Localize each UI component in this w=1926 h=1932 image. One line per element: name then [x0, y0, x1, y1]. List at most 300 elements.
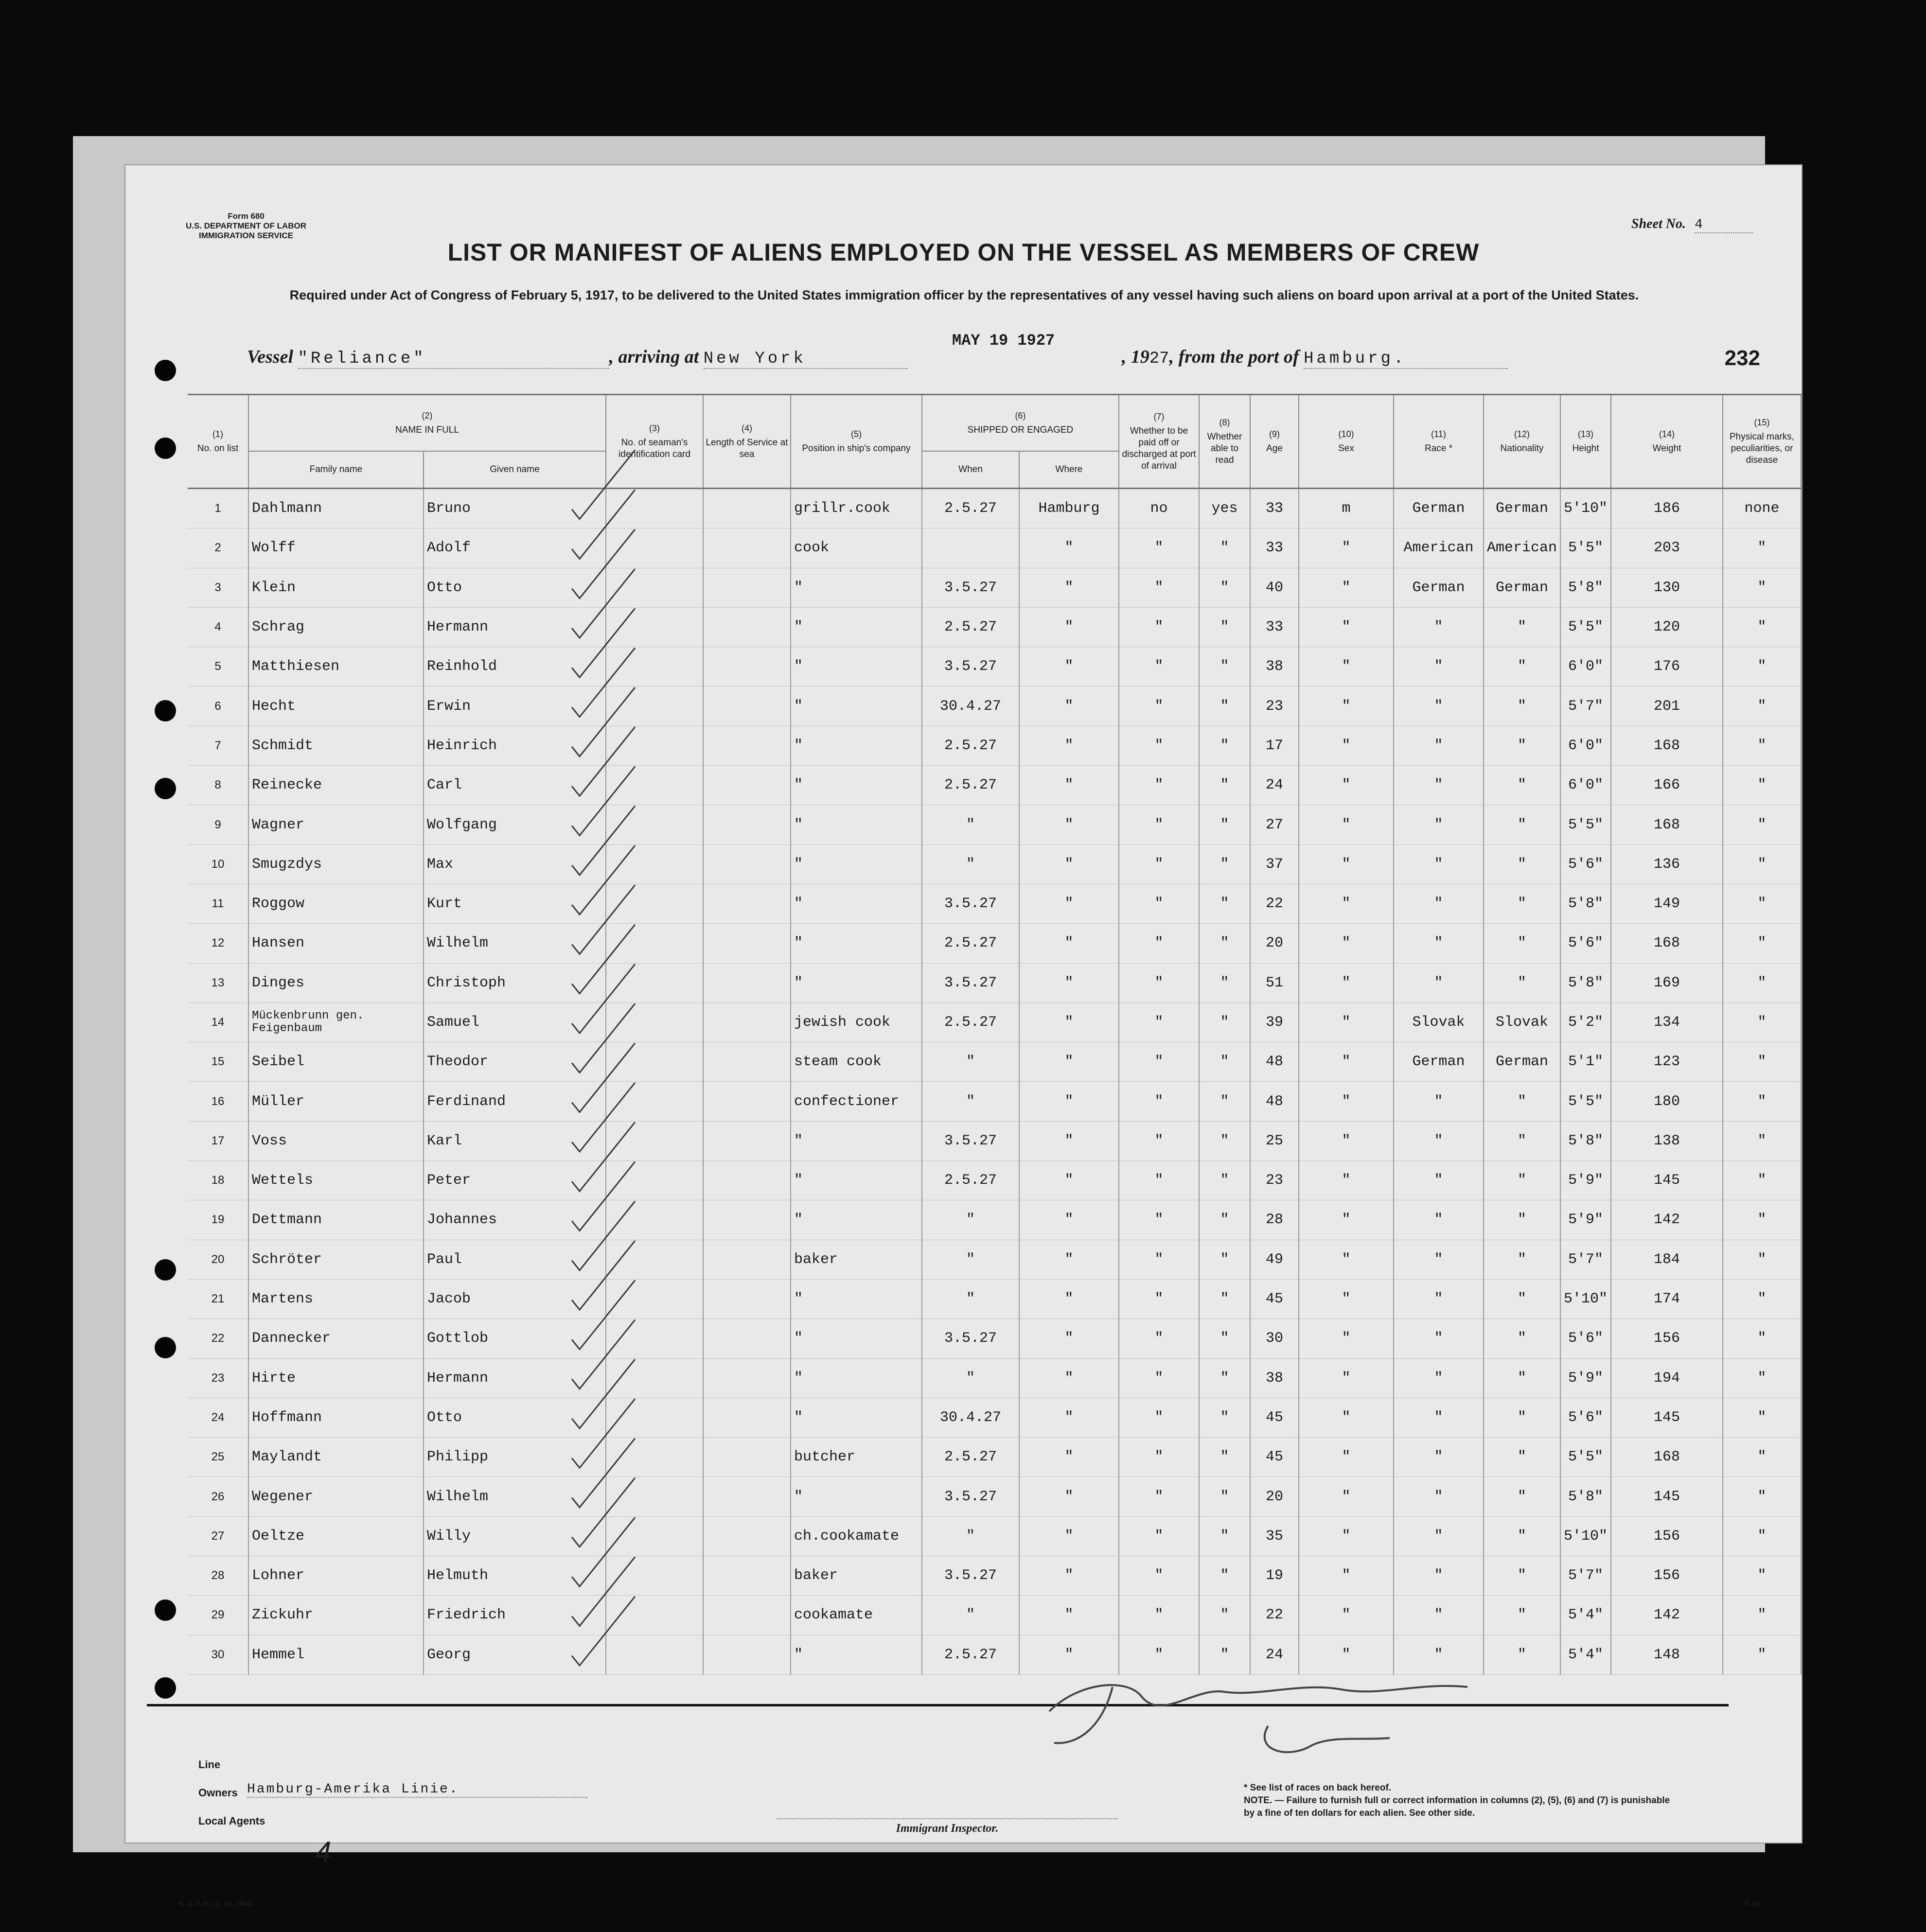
cell-marks: ": [1723, 568, 1801, 607]
cell-read: ": [1199, 1556, 1250, 1596]
cell-family: Voss: [248, 1121, 424, 1160]
col-header-marks: (15) Physical marks, peculiarities, or disease: [1723, 395, 1801, 489]
cell-read: ": [1199, 647, 1250, 686]
cell-no: 7: [188, 726, 248, 765]
cell-nationality: German: [1484, 489, 1560, 528]
cell-nationality: ": [1484, 1635, 1560, 1674]
cell-height: 5'10": [1560, 1279, 1611, 1318]
cell-race: ": [1394, 1477, 1484, 1516]
cell-height: 5'4": [1560, 1635, 1611, 1674]
cell-nationality: ": [1484, 924, 1560, 963]
cell-where: ": [1019, 686, 1119, 726]
cell-no: 17: [188, 1121, 248, 1160]
cell-race: ": [1394, 647, 1484, 686]
col-header-height: (13) Height: [1560, 395, 1611, 489]
cell-age: 38: [1250, 647, 1299, 686]
cell-read: ": [1199, 1002, 1250, 1042]
cell-read: ": [1199, 1477, 1250, 1516]
cell-service: [703, 528, 791, 568]
cell-marks: ": [1723, 1596, 1801, 1635]
cell-nationality: ": [1484, 1161, 1560, 1200]
cell-family: Dannecker: [248, 1319, 424, 1358]
cell-no: 9: [188, 805, 248, 844]
cell-family: Schröter: [248, 1240, 424, 1279]
cell-card: [606, 1398, 703, 1437]
cell-read: ": [1199, 1319, 1250, 1358]
cell-nationality: ": [1484, 805, 1560, 844]
cell-family: Schmidt: [248, 726, 424, 765]
cell-card: [606, 1121, 703, 1160]
cell-nationality: ": [1484, 1279, 1560, 1318]
service-name: IMMIGRATION SERVICE: [199, 231, 293, 240]
cell-paid: ": [1119, 726, 1199, 765]
cell-where: Hamburg: [1019, 489, 1119, 528]
cell-paid: ": [1119, 1240, 1199, 1279]
cell-card: [606, 1556, 703, 1596]
cell-where: ": [1019, 1516, 1119, 1556]
table-row: [188, 1516, 1801, 1556]
col-header-when: When: [922, 451, 1019, 489]
col-header-where: Where: [1019, 451, 1119, 489]
cell-where: ": [1019, 1596, 1119, 1635]
cell-family: Dettmann: [248, 1200, 424, 1240]
cell-card: [606, 686, 703, 726]
cell-weight: 145: [1611, 1477, 1723, 1516]
cell-given: Heinrich: [424, 726, 606, 765]
cell-age: 49: [1250, 1240, 1299, 1279]
cell-height: 5'7": [1560, 1556, 1611, 1596]
cell-family: Reinecke: [248, 766, 424, 805]
cell-weight: 136: [1611, 844, 1723, 884]
cell-read: ": [1199, 1398, 1250, 1437]
cell-when: ": [922, 1279, 1019, 1318]
cell-race: ": [1394, 1358, 1484, 1398]
table-row: [188, 686, 1801, 726]
inspector-label: Immigrant Inspector.: [777, 1818, 1117, 1835]
cell-position: ": [791, 844, 922, 884]
cell-read: ": [1199, 805, 1250, 844]
cell-where: ": [1019, 528, 1119, 568]
crew-table: [188, 394, 1802, 1675]
cell-height: 5'1": [1560, 1042, 1611, 1082]
cell-when: 3.5.27: [922, 568, 1019, 607]
cell-weight: 174: [1611, 1279, 1723, 1318]
cell-given: Kurt: [424, 884, 606, 923]
cell-position: ": [791, 1319, 922, 1358]
cell-when: ": [922, 844, 1019, 884]
cell-nationality: Slovak: [1484, 1002, 1560, 1042]
cell-service: [703, 924, 791, 963]
cell-race: ": [1394, 766, 1484, 805]
cell-nationality: ": [1484, 1358, 1560, 1398]
cell-family: Schrag: [248, 607, 424, 647]
cell-sex: m: [1299, 489, 1394, 528]
cell-no: 30: [188, 1635, 248, 1674]
cell-given: Helmuth: [424, 1556, 606, 1596]
cell-age: 37: [1250, 844, 1299, 884]
cell-race: ": [1394, 884, 1484, 923]
cell-card: [606, 1596, 703, 1635]
cell-age: 33: [1250, 528, 1299, 568]
cell-marks: ": [1723, 924, 1801, 963]
cell-race: ": [1394, 726, 1484, 765]
cell-nationality: ": [1484, 1596, 1560, 1635]
cell-position: ": [791, 607, 922, 647]
cell-no: 22: [188, 1319, 248, 1358]
cell-where: ": [1019, 963, 1119, 1002]
cell-read: ": [1199, 1121, 1250, 1160]
cell-position: ch.cookamate: [791, 1516, 922, 1556]
owners-value: Hamburg-Amerika Linie.: [247, 1782, 587, 1798]
cell-weight: 145: [1611, 1398, 1723, 1437]
cell-when: 2.5.27: [922, 1002, 1019, 1042]
cell-race: ": [1394, 1121, 1484, 1160]
cell-when: 3.5.27: [922, 647, 1019, 686]
cell-sex: ": [1299, 1358, 1394, 1398]
cell-given: Friedrich: [424, 1596, 606, 1635]
cell-service: [703, 1121, 791, 1160]
cell-height: 5'6": [1560, 924, 1611, 963]
manifest-page: [125, 165, 1802, 1908]
col-header-nationality: (12) Nationality: [1484, 395, 1560, 489]
table-row: [188, 1635, 1801, 1674]
cell-nationality: ": [1484, 686, 1560, 726]
table-row: [188, 1002, 1801, 1042]
cell-service: [703, 805, 791, 844]
cell-no: 14: [188, 1002, 248, 1042]
cell-given: Peter: [424, 1161, 606, 1200]
cell-weight: 138: [1611, 1121, 1723, 1160]
cell-race: ": [1394, 1438, 1484, 1477]
cell-nationality: American: [1484, 528, 1560, 568]
cell-card: [606, 924, 703, 963]
cell-race: ": [1394, 844, 1484, 884]
cell-marks: ": [1723, 1200, 1801, 1240]
cell-age: 28: [1250, 1200, 1299, 1240]
punch-hole: [155, 1259, 176, 1281]
note-races: * See list of races on back hereof.: [1244, 1783, 1392, 1793]
cell-where: ": [1019, 1556, 1119, 1596]
cell-marks: ": [1723, 766, 1801, 805]
cell-when: [922, 528, 1019, 568]
cell-card: [606, 1042, 703, 1082]
cell-position: cook: [791, 528, 922, 568]
cell-no: 8: [188, 766, 248, 805]
cell-service: [703, 1240, 791, 1279]
cell-sex: ": [1299, 568, 1394, 607]
cell-paid: ": [1119, 844, 1199, 884]
note-penalty: NOTE. — Failure to furnish full or correct information in columns (2), (5), (6) and (7) is punishable by a fine of ten dollars for each alien. See other side.: [1244, 1795, 1670, 1818]
cell-given: Karl: [424, 1121, 606, 1160]
cell-where: ": [1019, 1319, 1119, 1358]
cell-given: Wolfgang: [424, 805, 606, 844]
cell-paid: ": [1119, 1121, 1199, 1160]
cell-height: 5'6": [1560, 1398, 1611, 1437]
cell-height: 5'5": [1560, 805, 1611, 844]
cell-position: baker: [791, 1240, 922, 1279]
cell-nationality: ": [1484, 844, 1560, 884]
cell-height: 5'5": [1560, 1438, 1611, 1477]
printer-code: K. & F. 9. 12. 26. 2000.: [179, 1900, 254, 1908]
cell-read: ": [1199, 1279, 1250, 1318]
cell-when: 3.5.27: [922, 884, 1019, 923]
cell-nationality: ": [1484, 1556, 1560, 1596]
cell-family: Roggow: [248, 884, 424, 923]
cell-when: 2.5.27: [922, 489, 1019, 528]
cell-height: 5'4": [1560, 1596, 1611, 1635]
cell-paid: ": [1119, 1279, 1199, 1318]
cell-race: ": [1394, 607, 1484, 647]
punch-hole: [155, 1337, 176, 1358]
cell-nationality: ": [1484, 963, 1560, 1002]
cell-family: Lohner: [248, 1556, 424, 1596]
cell-marks: ": [1723, 647, 1801, 686]
cell-paid: ": [1119, 686, 1199, 726]
cell-weight: 134: [1611, 1002, 1723, 1042]
cell-when: ": [922, 1596, 1019, 1635]
cell-position: ": [791, 647, 922, 686]
cell-where: ": [1019, 884, 1119, 923]
cell-family: Hirte: [248, 1358, 424, 1398]
cell-position: ": [791, 1200, 922, 1240]
table-row: [188, 528, 1801, 568]
cell-card: [606, 647, 703, 686]
cell-family: Mückenbrunn gen. Feigenbaum: [248, 1002, 424, 1042]
cell-paid: ": [1119, 1082, 1199, 1121]
cell-card: [606, 528, 703, 568]
cell-sex: ": [1299, 1002, 1394, 1042]
cell-given: Otto: [424, 1398, 606, 1437]
cell-when: 30.4.27: [922, 1398, 1019, 1437]
col-header-name: (2) NAME IN FULL: [248, 395, 606, 452]
cell-position: ": [791, 924, 922, 963]
cell-sex: ": [1299, 924, 1394, 963]
table-row: [188, 1161, 1801, 1200]
cell-family: Wegener: [248, 1477, 424, 1516]
cell-marks: ": [1723, 805, 1801, 844]
cell-family: Hemmel: [248, 1635, 424, 1674]
cell-weight: 145: [1611, 1161, 1723, 1200]
cell-position: ": [791, 805, 922, 844]
cell-when: ": [922, 1042, 1019, 1082]
page-title: LIST OR MANIFEST OF ALIENS EMPLOYED ON THE VESSEL AS MEMBERS OF CREW: [447, 239, 1480, 266]
cell-card: [606, 607, 703, 647]
cell-service: [703, 607, 791, 647]
cell-position: jewish cook: [791, 1002, 922, 1042]
cell-marks: ": [1723, 1556, 1801, 1596]
punch-hole: [155, 1599, 176, 1621]
cell-read: ": [1199, 726, 1250, 765]
cell-where: ": [1019, 1438, 1119, 1477]
cell-read: ": [1199, 844, 1250, 884]
cell-no: 21: [188, 1279, 248, 1318]
sheet-number: [1631, 216, 1753, 233]
cell-service: [703, 1596, 791, 1635]
cell-no: 27: [188, 1516, 248, 1556]
cell-sex: ": [1299, 686, 1394, 726]
cell-service: [703, 1635, 791, 1674]
cell-given: Hermann: [424, 1358, 606, 1398]
cell-when: 2.5.27: [922, 766, 1019, 805]
cell-family: Seibel: [248, 1042, 424, 1082]
cell-race: ": [1394, 1516, 1484, 1556]
cell-given: Hermann: [424, 607, 606, 647]
cell-age: 22: [1250, 1596, 1299, 1635]
cell-height: 5'10": [1560, 489, 1611, 528]
cell-given: Otto: [424, 568, 606, 607]
cell-sex: ": [1299, 726, 1394, 765]
cell-age: 45: [1250, 1438, 1299, 1477]
cell-service: [703, 1042, 791, 1082]
cell-paid: no: [1119, 489, 1199, 528]
cell-position: ": [791, 884, 922, 923]
cell-read: ": [1199, 568, 1250, 607]
cell-given: Carl: [424, 766, 606, 805]
inspector-signature: [1049, 1685, 1467, 1752]
year-value: 27: [1149, 350, 1169, 368]
col-header-given-name: Given name: [424, 451, 606, 489]
cell-paid: ": [1119, 1042, 1199, 1082]
cell-position: baker: [791, 1556, 922, 1596]
cell-race: German: [1394, 568, 1484, 607]
cell-height: 5'5": [1560, 607, 1611, 647]
cell-service: [703, 963, 791, 1002]
cell-marks: ": [1723, 726, 1801, 765]
cell-sex: ": [1299, 1161, 1394, 1200]
cell-given: Jacob: [424, 1279, 606, 1318]
cell-sex: ": [1299, 647, 1394, 686]
punch-hole: [155, 778, 176, 799]
cell-given: Theodor: [424, 1042, 606, 1082]
col-header-card: (3) No. of seaman's identification card: [606, 395, 703, 489]
cell-no: 5: [188, 647, 248, 686]
cell-position: ": [791, 1358, 922, 1398]
cell-given: Samuel: [424, 1002, 606, 1042]
cell-family: Oeltze: [248, 1516, 424, 1556]
cell-paid: ": [1119, 647, 1199, 686]
cell-no: 13: [188, 963, 248, 1002]
cell-weight: 123: [1611, 1042, 1723, 1082]
cell-where: ": [1019, 607, 1119, 647]
from-port: Hamburg.: [1304, 350, 1508, 369]
cell-race: ": [1394, 1596, 1484, 1635]
cell-given: Bruno: [424, 489, 606, 528]
cell-read: ": [1199, 1358, 1250, 1398]
cell-marks: ": [1723, 1042, 1801, 1082]
col-header-no: (1) No. on list: [188, 395, 248, 489]
cell-service: [703, 1161, 791, 1200]
col-header-paid-off: (7) Whether to be paid off or discharged at port of arrival: [1119, 395, 1199, 489]
cell-weight: 130: [1611, 568, 1723, 607]
cell-age: 30: [1250, 1319, 1299, 1358]
cell-sex: ": [1299, 1398, 1394, 1437]
cell-marks: ": [1723, 1161, 1801, 1200]
cell-no: 16: [188, 1082, 248, 1121]
punch-hole: [155, 438, 176, 459]
cell-sex: ": [1299, 1279, 1394, 1318]
cell-height: 5'8": [1560, 884, 1611, 923]
table-row: [188, 1082, 1801, 1121]
cell-position: ": [791, 766, 922, 805]
vessel-label: Vessel: [247, 347, 293, 367]
cell-when: 2.5.27: [922, 1635, 1019, 1674]
cell-nationality: ": [1484, 1200, 1560, 1240]
cell-race: American: [1394, 528, 1484, 568]
cell-service: [703, 1556, 791, 1596]
table-row: [188, 607, 1801, 647]
cell-nationality: ": [1484, 766, 1560, 805]
cell-sex: ": [1299, 1240, 1394, 1279]
cell-when: 2.5.27: [922, 607, 1019, 647]
cell-service: [703, 1082, 791, 1121]
cell-given: Max: [424, 844, 606, 884]
cell-read: ": [1199, 607, 1250, 647]
cell-where: ": [1019, 924, 1119, 963]
cell-weight: 142: [1611, 1596, 1723, 1635]
cell-card: [606, 884, 703, 923]
cell-card: [606, 805, 703, 844]
cell-service: [703, 726, 791, 765]
cell-read: ": [1199, 1438, 1250, 1477]
cell-paid: ": [1119, 1200, 1199, 1240]
cell-race: ": [1394, 1319, 1484, 1358]
cell-where: ": [1019, 766, 1119, 805]
cell-sex: ": [1299, 1042, 1394, 1082]
cell-card: [606, 1200, 703, 1240]
cell-service: [703, 766, 791, 805]
cell-height: 5'5": [1560, 528, 1611, 568]
cell-nationality: ": [1484, 1516, 1560, 1556]
cell-service: [703, 686, 791, 726]
cell-read: ": [1199, 1635, 1250, 1674]
cell-weight: 180: [1611, 1082, 1723, 1121]
cell-when: ": [922, 805, 1019, 844]
cell-race: ": [1394, 963, 1484, 1002]
cell-age: 24: [1250, 1635, 1299, 1674]
col-header-family-name: Family name: [248, 451, 424, 489]
cell-service: [703, 568, 791, 607]
cell-position: ": [791, 1121, 922, 1160]
cell-weight: 120: [1611, 607, 1723, 647]
cell-paid: ": [1119, 1002, 1199, 1042]
cell-age: 19: [1250, 1556, 1299, 1596]
cell-marks: ": [1723, 607, 1801, 647]
cell-paid: ": [1119, 1358, 1199, 1398]
cell-height: 5'6": [1560, 1319, 1611, 1358]
cell-card: [606, 844, 703, 884]
cell-marks: ": [1723, 1398, 1801, 1437]
cell-sex: ": [1299, 1121, 1394, 1160]
cell-marks: ": [1723, 1477, 1801, 1516]
cell-height: 5'8": [1560, 963, 1611, 1002]
cell-marks: ": [1723, 963, 1801, 1002]
cell-no: 10: [188, 844, 248, 884]
cell-paid: ": [1119, 805, 1199, 844]
cell-marks: ": [1723, 686, 1801, 726]
cell-where: ": [1019, 1279, 1119, 1318]
cell-family: Klein: [248, 568, 424, 607]
cell-read: ": [1199, 1596, 1250, 1635]
table-row: [188, 1319, 1801, 1358]
cell-where: ": [1019, 805, 1119, 844]
table-bottom-rule: [147, 1704, 1729, 1706]
manifest-number: 232: [1724, 346, 1760, 370]
cell-card: [606, 726, 703, 765]
table-row: [188, 766, 1801, 805]
cell-read: ": [1199, 1082, 1250, 1121]
cell-no: 20: [188, 1240, 248, 1279]
cell-given: Reinhold: [424, 647, 606, 686]
